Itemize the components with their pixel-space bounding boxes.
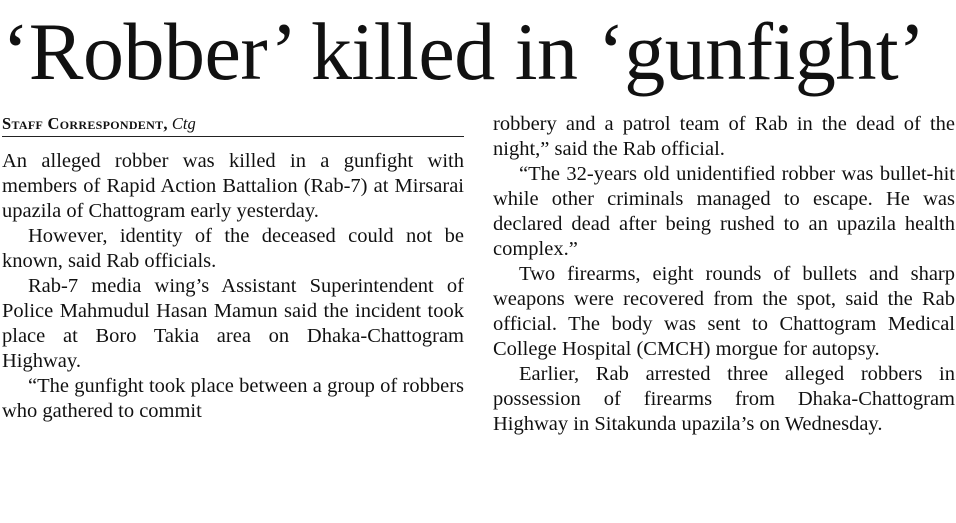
body-paragraph: An alleged robber was killed in a gunfight with members of Rapid Action Battalion (Rab-7) at Mirsarai upazila of Chattogram early yesterday. <box>2 150 464 222</box>
byline-author: Staff Correspondent, <box>2 114 168 133</box>
body-paragraph: “The 32-years old unidentified robber was bullet-hit while other criminals managed to escape. He was declared dead after being rushed to an upazila health complex.” <box>493 163 955 260</box>
body-paragraph: Two firearms, eight rounds of bullets and sharp weapons were recovered from the spot, said the Rab official. The body was sent to Chattogram Medical College Hospital (CMCH) morgue for autopsy. <box>493 263 955 360</box>
body-paragraph: Rab-7 media wing’s Assistant Superintendent of Police Mahmudul Hasan Mamun said the incident took place at Boro Takia area on Dhaka-Chattogram Highway. <box>2 275 464 372</box>
article-column-left <box>2 112 464 424</box>
byline <box>2 112 464 137</box>
headline: ‘Robber’ killed in ‘gunfight’ <box>2 6 925 97</box>
body-paragraph: However, identity of the deceased could not be known, said Rab officials. <box>2 225 464 272</box>
article-column-right <box>493 112 955 437</box>
body-paragraph: robbery and a patrol team of Rab in the dead of the night,” said the Rab official. <box>493 113 955 160</box>
body-paragraph: “The gunfight took place between a group of robbers who gathered to commit <box>2 375 464 422</box>
body-paragraph: Earlier, Rab arrested three alleged robbers in possession of firearms from Dhaka-Chattogram Highway in Sitakunda upazila’s on Wednesday. <box>493 363 955 435</box>
byline-location: Ctg <box>171 114 196 133</box>
